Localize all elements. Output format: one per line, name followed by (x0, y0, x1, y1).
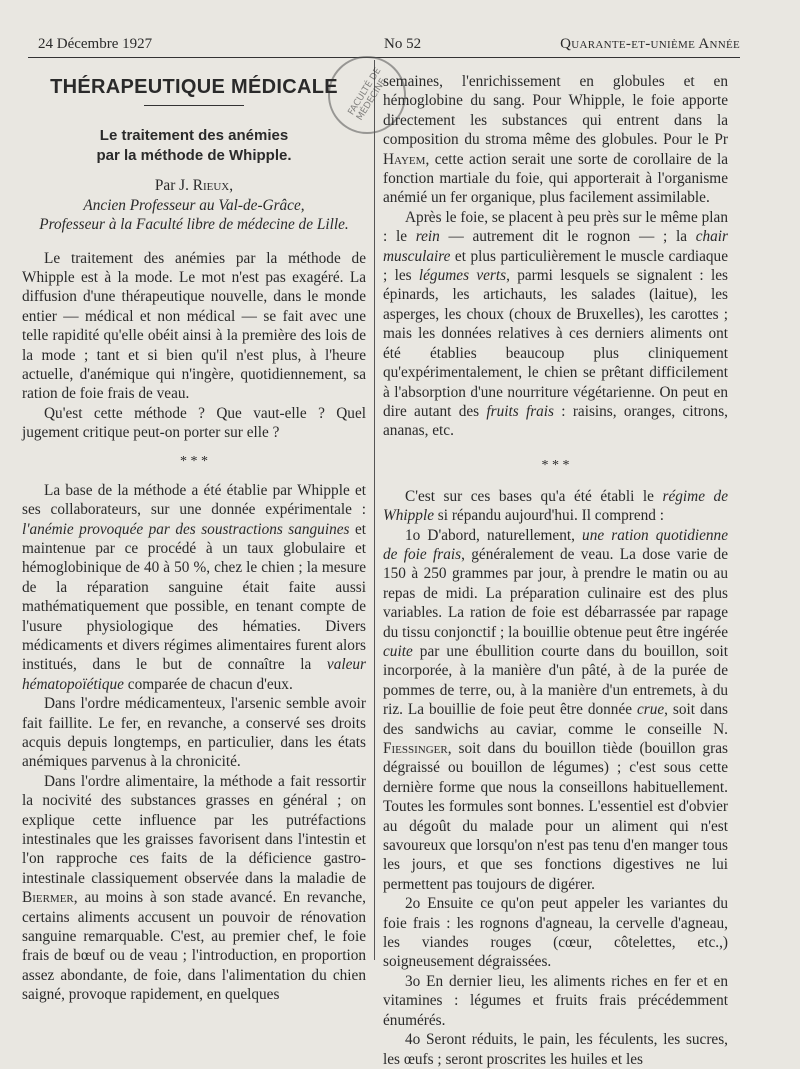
author-name: Rieux, (192, 177, 234, 195)
byline-prefix: Par J. (154, 177, 189, 195)
right-column (383, 72, 728, 1069)
text: , généralement de veau. La dose varie de 150 à 250 grammes par jour, à prendre le matin ou au repas de midi. La préparation culinaire est des plus variables. La ration de foie est débarrassée par rapage du tissu conjonctif ; la bouillie obtenue peut être ingérée (383, 545, 728, 641)
emphasis: fruits frais (486, 402, 555, 420)
text: et plus particulièrement le muscle cardiaque ; les (383, 247, 728, 285)
section-title: THÉRAPEUTIQUE MÉDICALE (50, 76, 338, 98)
text: , cette action serait une sorte de corollaire de la fonction martiale du foie, qui apporterait à l'organisme anémié un fer organique, plus facilement assimilable. (383, 150, 728, 207)
paragraph (383, 72, 728, 208)
byline (22, 176, 366, 195)
emphasis: une ration quotidienne de foie frais (383, 526, 728, 563)
article-title (22, 126, 366, 166)
paragraph (22, 772, 366, 1005)
stamp-text: FACULTÉ DE MÉDECINE (346, 66, 389, 123)
person-name: Hayem (383, 150, 426, 168)
paragraph (383, 208, 728, 441)
text: — autrement dit le rognon — ; la (439, 228, 696, 246)
paragraph (383, 526, 728, 895)
text: , soit dans des sandwichs au caviar, comme le conseille N. (383, 701, 728, 738)
author-affiliation-1: Ancien Professeur au Val-de-Grâce, (83, 196, 305, 214)
text: Après le foie, se placent à peu près sur le même plan : le (383, 208, 728, 246)
running-header (28, 34, 740, 56)
text: 1o D'abord, naturellement, (405, 526, 583, 544)
emphasis: légumes verts (418, 267, 507, 285)
emphasis: régime de Whipple (383, 487, 728, 525)
paragraph (383, 487, 728, 526)
emphasis: l'anémie provoquée par des soustractions sanguines (22, 520, 350, 538)
header-rule (28, 57, 740, 58)
paragraph: Qu'est cette méthode ? Que vaut-elle ? Quel jugement critique peut-on porter sur elle ? (22, 404, 366, 442)
person-name: Biermer (22, 889, 74, 907)
article-title-line2: par la méthode de Whipple. (96, 147, 292, 165)
section-rule (144, 105, 244, 106)
text: La base de la méthode a été établie par Whipple et ses collaborateurs, sur une donnée expérimentale : (22, 481, 366, 519)
section-break-stars: * * * (541, 457, 570, 473)
text: : raisins, oranges, citrons, ananas, etc. (383, 402, 728, 440)
emphasis: valeur hématopoïétique (22, 656, 366, 693)
text: et maintenue par ce procédé à un taux globulaire et hémoglobinique de 40 à 50 %, chez le chien ; la mesure de la réparation sanguine était faite aussi mathématiquement que possible, en tenant compte de l'usure physiologique des hématies. Divers médicaments et divers régimes alimentaires furent alors institués, dans le but de connaître la (22, 520, 366, 674)
paragraph: 2o Ensuite ce qu'on peut appeler les variantes du foie frais : les rognons d'agneau, la cervelle d'agneau, les viandes rouges (cœur, côtelettes, etc.,) soigneusement dégraissées. (383, 895, 728, 971)
emphasis: rein (415, 228, 440, 246)
text: C'est sur ces bases qu'a été établi le (405, 487, 663, 505)
issue-date: 24 Décembre 1927 (38, 36, 153, 52)
text: , soit dans du bouillon tiède (bouillon gras dégraissé ou bouillon de légumes) ; c'est sous cette dernière forme que nous la conseillons habituellement. Toutes les formules sont bonnes. L'essentiel est d'obvier au dégoût du malade pour un aliment qui n'est savoureux que lorsqu'on n'est pas tenu d'en manger tous les jours, et que ses fonctions digestives ne lui permettent pas toujours de digérer. (383, 740, 728, 893)
issue-number: No 52 (384, 36, 422, 52)
column-divider (374, 60, 375, 960)
emphasis: crue (636, 701, 665, 719)
text: par une ébullition courte dans du bouillon, soit incorporée, à la manière d'un pâté, à de la purée de pommes de terre, ou, à la manière d'un entremets, à du riz. La bouillie de foie peut être donnée (383, 642, 728, 719)
volume-year: Quarante-et-unième Année (560, 36, 740, 52)
paragraph: 3o En dernier lieu, les aliments riches en fer et en vitamines : légumes et fruits frais précédemment énumérés. (383, 972, 728, 1029)
author-affiliation-2: Professeur à la Faculté libre de médecine de Lille. (39, 216, 349, 234)
left-column (22, 66, 366, 1005)
paragraph: 4o Seront réduits, le pain, les féculents, les sucres, les œufs ; seront proscrites les huiles et les (383, 1031, 728, 1068)
emphasis: cuite (383, 642, 413, 660)
person-name: Fiessinger (383, 740, 448, 757)
paragraph (22, 481, 366, 694)
article-title-line1: Le traitement des anémies (99, 127, 289, 145)
emphasis: chair musculaire (383, 228, 728, 265)
text: , parmi lesquels se signalent : les épinards, les artichauts, les salades (laitue), les asperges, les choux (choux de Bruxelles), les carottes ; mais les données relatives à ces derniers aliments ont été établies beaucoup plus cliniquement qu'expérimentalement, le chien se prêtant difficilement à l'absorption d'une nourriture végétarienne. On peut en dire autant des (383, 267, 728, 420)
text: si répandu aujourd'hui. Il comprend : (433, 507, 665, 525)
section-break-stars: * * * (180, 453, 208, 469)
text: semaines, l'enrichissement en globules et en hémoglobine du sang. Pour Whipple, le foie apporte directement les substances qui entrent dans la composition du stroma même des globules. Pour le Pr (383, 73, 728, 149)
paragraph: Le traitement des anémies par la méthode de Whipple est à la mode. Le mot n'est pas exagéré. La diffusion d'une thérapeutique nouvelle, dans le monde entier — médical et non médical — se fait avec une telle rapidité qu'elle obéit ainsi à la première des lois de la mode ; tant et si bien qu'il n'est plus, à l'heure actuelle, d'anémique qui n'ingère, quotidiennement, sa ration de foie frais de veau. (22, 249, 366, 403)
text: , au moins à son stade avancé. En revanche, certains aliments accusent un pouvoir de rénovation sanguine remarquable. C'est, au premier chef, le foie frais de bœuf ou de veau ; l'introduction, en proportion assez abondante, de foie, dans l'alimentation du chien saigné, provoque rapidement, en quelques (22, 889, 366, 1004)
text: Dans l'ordre alimentaire, la méthode a fait ressortir la nocivité des substances grasses en général ; on explique cette influence par les putréfactions intestinales que les graisses favorisent dans l'intestin et l'on rapproche ces faits de la déficience gastro-intestinale classiquement observée dans la maladie de (22, 772, 366, 887)
paragraph: Dans l'ordre médicamenteux, l'arsenic semble avoir fait faillite. Le fer, en revanche, a conservé ses droits acquis depuis longtemps, en particulier, dans les états anémiques parvenus à la chronicité. (22, 695, 366, 771)
text: comparée de chacun d'eux. (123, 675, 293, 693)
